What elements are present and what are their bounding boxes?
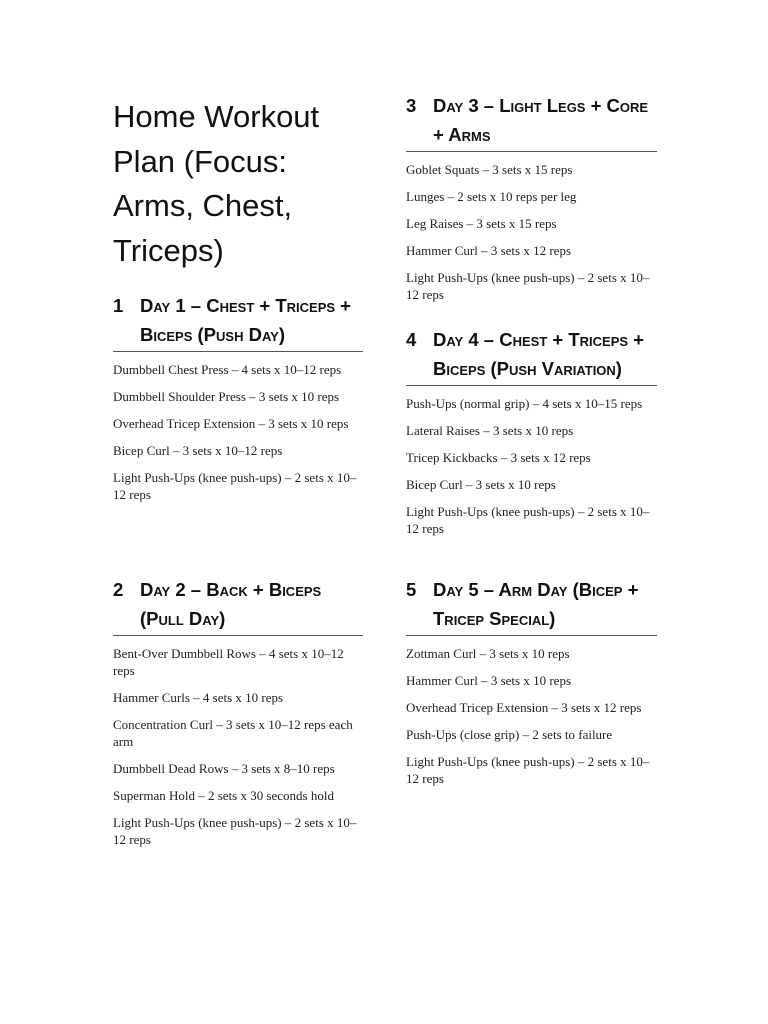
document-title: Home Workout Plan (Focus: Arms, Chest, Triceps) xyxy=(113,99,320,268)
exercise-item: Hammer Curl – 3 sets x 10 reps xyxy=(406,673,572,688)
exercise-item: Lunges – 2 sets x 10 reps per leg xyxy=(406,189,577,204)
section-day-5 xyxy=(406,576,657,787)
exercise-item: Bicep Curl – 3 sets x 10 reps xyxy=(406,477,556,492)
exercise-item: Overhead Tricep Extension – 3 sets x 12 reps xyxy=(406,700,642,715)
section-heading xyxy=(113,292,363,352)
section-number: 5 xyxy=(406,579,417,600)
exercise-item: Leg Raises – 3 sets x 15 reps xyxy=(406,216,557,231)
exercise-item: Overhead Tricep Extension – 3 sets x 10 reps xyxy=(113,416,349,431)
section-number: 2 xyxy=(113,579,124,600)
exercise-item: Light Push-Ups (knee push-ups) – 2 sets x 10–12 reps xyxy=(113,815,357,847)
exercise-list xyxy=(406,645,657,787)
exercise-item: Light Push-Ups (knee push-ups) – 2 sets x 10–12 reps xyxy=(406,504,650,536)
section-title: Day 3 – Light Legs + Core + Arms xyxy=(433,95,649,145)
exercise-item: Dumbbell Dead Rows – 3 sets x 8–10 reps xyxy=(113,761,335,776)
exercise-list xyxy=(113,361,363,503)
exercise-list xyxy=(113,645,363,848)
exercise-item: Concentration Curl – 3 sets x 10–12 reps each arm xyxy=(113,717,353,749)
section-number: 3 xyxy=(406,95,417,116)
exercise-item: Light Push-Ups (knee push-ups) – 2 sets x 10–12 reps xyxy=(406,754,650,786)
exercise-item: Hammer Curls – 4 sets x 10 reps xyxy=(113,690,284,705)
exercise-item: Tricep Kickbacks – 3 sets x 12 reps xyxy=(406,450,591,465)
section-number: 4 xyxy=(406,329,417,350)
exercise-item: Hammer Curl – 3 sets x 12 reps xyxy=(406,243,572,258)
section-day-1 xyxy=(113,292,363,503)
section-title: Day 5 – Arm Day (Bicep + Tricep Special) xyxy=(433,579,639,629)
exercise-item: Light Push-Ups (knee push-ups) – 2 sets x 10–12 reps xyxy=(113,470,357,502)
section-title: Day 2 – Back + Biceps (Pull Day) xyxy=(140,579,322,629)
exercise-item: Goblet Squats – 3 sets x 15 reps xyxy=(406,162,573,177)
exercise-list xyxy=(406,161,657,303)
exercise-item: Bicep Curl – 3 sets x 10–12 reps xyxy=(113,443,283,458)
section-heading xyxy=(406,326,657,386)
section-number: 1 xyxy=(113,295,124,316)
section-heading xyxy=(406,576,657,636)
section-day-4 xyxy=(406,326,657,537)
exercise-item: Light Push-Ups (knee push-ups) – 2 sets x 10–12 reps xyxy=(406,270,650,302)
exercise-item: Dumbbell Chest Press – 4 sets x 10–12 reps xyxy=(113,362,342,377)
exercise-item: Superman Hold – 2 sets x 30 seconds hold xyxy=(113,788,334,803)
exercise-item: Dumbbell Shoulder Press – 3 sets x 10 reps xyxy=(113,389,340,404)
section-day-3 xyxy=(406,92,657,303)
section-heading xyxy=(406,92,657,152)
section-day-2 xyxy=(113,576,363,848)
exercise-item: Zottman Curl – 3 sets x 10 reps xyxy=(406,646,570,661)
exercise-item: Push-Ups (close grip) – 2 sets to failure xyxy=(406,727,613,742)
section-heading xyxy=(113,576,363,636)
exercise-list xyxy=(406,395,657,537)
exercise-item: Push-Ups (normal grip) – 4 sets x 10–15 reps xyxy=(406,396,643,411)
section-title: Day 4 – Chest + Triceps + Biceps (Push Variation) xyxy=(433,329,644,379)
exercise-item: Lateral Raises – 3 sets x 10 reps xyxy=(406,423,574,438)
exercise-item: Bent-Over Dumbbell Rows – 4 sets x 10–12 reps xyxy=(113,646,344,678)
section-title: Day 1 – Chest + Triceps + Biceps (Push Day) xyxy=(140,295,351,345)
